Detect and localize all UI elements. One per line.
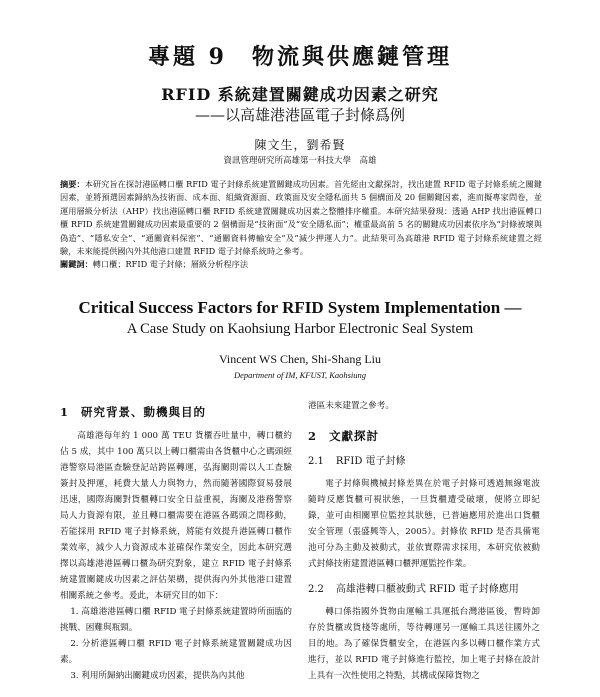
section-2-1-title: RFID 電子封條	[335, 456, 406, 467]
section-2-title: 文獻探討	[329, 429, 380, 443]
section-2-2-title: 高雄港轉口櫃被動式 RFID 電子封條應用	[335, 584, 519, 595]
chinese-paper-subtitle: ——以高雄港港區電子封條爲例	[194, 106, 405, 124]
keywords-line	[60, 258, 542, 271]
list-item-1: 1. 高雄港港區轉口櫃 RFID 電子封條系統建置時所面臨的挑戰、困難與瓶頸。	[60, 607, 292, 633]
section-2-2-number: 2.2	[308, 584, 324, 595]
list-item-2: 2. 分析港區轉口櫃 RFID 電子封條系統建置關鍵成功因素。	[60, 639, 292, 665]
keywords-label: 關鍵詞：	[60, 259, 93, 270]
chinese-authors: 陳文生，劉希賢	[254, 138, 346, 152]
section-2-1-number: 2.1	[308, 456, 324, 467]
keywords-text: 轉口櫃；RFID 電子封條；層級分析程序法	[92, 259, 249, 270]
section-1-heading	[60, 404, 292, 420]
abstract-block	[60, 178, 542, 272]
section-2-number: 2	[308, 429, 318, 443]
english-paper-subtitle: A Case Study on Kaohsiung Harbor Electronic Seal System	[126, 321, 474, 337]
section-1-paragraph: 高雄港每年約 1 000 萬 TEU 貨櫃吞吐量中，轉口櫃約佔 5 成，其中 100 萬只以上轉口櫃需由各貨櫃中心之碼頭經港警察局港區查驗登記站跨區轉運，弘海關則需以人工查驗簽封及押運，耗費大量人力與物力，然而隨著國際貿易發展迅速，國際海關對貨櫃轉口安全日益重視，海關及港務警察局人力資源有限，並且轉口櫃需要在港區各碼頭之間移動，若能採用 RFID 電子封條系統，將能有效提升港區轉口櫃作業效率，減少人力資源成本並確保作業安全，因此本研究選擇以高雄港港區轉口櫃為研究對象，建立 RFID 電子封條系統建置關鍵成功因素之評估架構，提供海內外其他港口建置相關系統之參考。爰此，本研究目的如下：	[60, 431, 292, 601]
english-paper-title: Critical Success Factors for RFID System Implementation —	[78, 298, 522, 317]
section-1-title: 研究背景、動機與目的	[81, 405, 207, 419]
right-column	[308, 398, 540, 684]
section-2-heading	[308, 428, 540, 444]
special-issue-title: 專題 9 物流與供應鏈管理	[148, 44, 452, 70]
section-1-continuation: 港區未來建置之參考。	[308, 401, 394, 411]
abstract-text: 本研究旨在探討港區轉口櫃 RFID 電子封條系統建置關鍵成功因素。首先經由文獻探討，找出建置 RFID 電子封條系統之關鍵因素，並將預選因素歸納為技術面、成本面、組織資源面、政策面及安全隱私面共 5 個構面及 20 個關鍵因素，進而擬專家問卷，並運用層級分析法（AHP）找出港區轉口櫃 RFID 系統建置關鍵成功因素之整體排序權重。本研究結果發現：透過 AHP 找出港區轉口櫃 RFID 系統建置關鍵成功因素最重要的 2 個構面是“技術面”及“安全隱私面”；權重最高前 5 名的關鍵成功因素依序為“封條被壞與偽造”、“隱私安全”、“通關資料保密”、“通關資料傳輸安全”及“減少押運人力”。此結果可為高雄港 RFID 電子封條系統建置之經驗，未來能提供國內外其他港口建置 RFID 電子封條系統時之參考。	[60, 179, 542, 257]
chinese-paper-title: RFID 系統建置關鍵成功因素之研究	[161, 85, 439, 104]
section-2-2-heading	[308, 582, 540, 598]
chinese-affiliation: 資訊管理研究所高雄第一科技大學 高雄	[223, 156, 377, 166]
section-2-1-heading	[308, 454, 540, 470]
left-column	[60, 398, 292, 684]
list-item-3: 3. 利用所歸納出關鍵成功因素，提供為內其他	[70, 671, 245, 681]
english-authors: Vincent WS Chen, Shi-Shang Liu	[218, 352, 382, 366]
abstract-label: 摘要：	[60, 179, 85, 189]
section-1-number: 1	[60, 405, 70, 419]
english-affiliation: Department of IM, KFUST, Kaohsiung	[233, 370, 367, 380]
section-2-2-paragraph: 轉口係指國外貨物由運輸工具運抵台灣港區後，暫時卸存於貨櫃或貨棧等處所，等待轉運另一運輸工具送往國外之目的地。為了確保貨櫃安全，在港區內多以轉口櫃作業方式進行，並以 RFID 電子封條進行監控，加上電子封條在設計上具有一次性使用之特點，其構成保障貨物之	[308, 607, 540, 681]
section-2-1-paragraph: 電子封條與機械封條差異在於電子封條可透過無線電波隨時反應貨櫃可視狀態，一旦貨櫃遭受破壞，便將立即紀錄，並可由相關單位監控其狀態，已普遍應用於進出口貨櫃安全管理（張盛興等人，2005）。封條依 RFID 是否具備電池可分為主動及被動式，並依實際需求採用，本研究依被動式封條技術建置港區轉口櫃押運監控作業。	[308, 479, 540, 569]
abstract-paragraph	[60, 178, 542, 258]
